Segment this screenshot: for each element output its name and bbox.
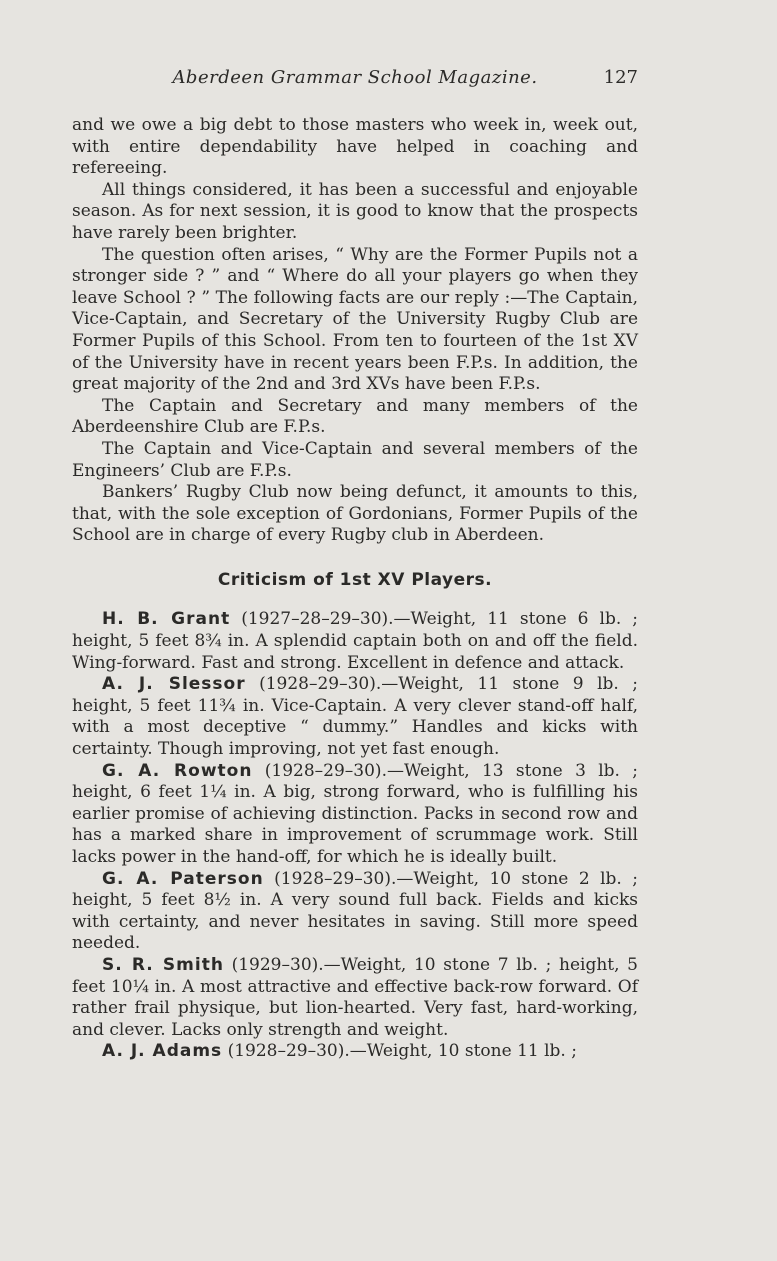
player-name: S. R. Smith (102, 954, 224, 975)
player-name: H. B. Grant (102, 609, 231, 630)
paragraph: All things considered, it has been a successful and enjoyable season. As for next session, it is good to know that the prospects have rarely been brighter. (72, 179, 638, 243)
paragraph: The Captain and Secretary and many members of the Aberdeenshire Club are F.P.s. (72, 395, 638, 438)
player-name: A. J. Adams (102, 1041, 223, 1062)
paragraph: Bankers’ Rugby Club now being defunct, it amounts to this, that, with the sole exception of Gordonians, Former Pupils of the School are in charge of every Rugby club in Aberdeen. (72, 482, 638, 546)
player-description: (1928–29–30).—Weight, 10 stone 11 lb. ; (222, 1041, 577, 1062)
player-name: G. A. Paterson (102, 868, 264, 889)
player-entry (72, 761, 638, 869)
magazine-title: Aberdeen Grammar School Magazine. (172, 67, 538, 88)
player-name: G. A. Rowton (102, 760, 253, 781)
page-number: 127 (603, 67, 638, 88)
paragraph: The Captain and Vice-Captain and several members of the Engineers’ Club are F.P.s. (72, 438, 638, 481)
running-header (72, 67, 638, 97)
paragraph: and we owe a big debt to those masters who week in, week out, with entire dependability have helped in coaching and refereeing. (72, 115, 638, 179)
article-body (72, 115, 638, 1063)
player-entry (72, 955, 638, 1041)
section-heading: Criticism of 1st XV Players. (217, 569, 493, 590)
player-entry (72, 674, 638, 760)
paragraph: The question often arises, “ Why are the Former Pupils not a stronger side ? ” and “ Where do all your players go when they leave School ? ” The following facts are our reply :—The Captain, Vice-Captain, and Secretary of the University Rugby Club are Former Pupils of this School. From ten to fourteen of the 1st XV of the University have in recent years been F.P.s. In addition, the great majority of the 2nd and 3rd XVs have been F.P.s. (72, 244, 638, 395)
player-entry (72, 869, 638, 955)
player-description: (1928–29–30).—Weight, 11 stone 9 lb. ; height, 5 feet 11¾ in. Vice-Captain. A very clever stand-off half, with a most deceptive “ dummy.” Handles and kicks with certainty. Though improving, not yet fast enough. (72, 674, 639, 760)
player-name: A. J. Slessor (102, 674, 246, 695)
player-description: (1927–28–29–30).—Weight, 11 stone 6 lb. ; height, 5 feet 8¾ in. A splendid captain both on and off the field. Wing-forward. Fast and strong. Excellent in defence and attack. (72, 609, 638, 673)
player-description: (1928–29–30).—Weight, 10 stone 2 lb. ; height, 5 feet 8½ in. A very sound full back. Fields and kicks with certainty, and never hesitates in saving. Still more speed needed. (72, 868, 638, 954)
player-description: (1929–30).—Weight, 10 stone 7 lb. ; height, 5 feet 10¼ in. A most attractive and effective back-row forward. Of rather frail physique, but lion-hearted. Very fast, hard-working, and clever. Lacks only strength and weight. (72, 954, 638, 1040)
player-description: (1928–29–30).—Weight, 13 stone 3 lb. ; height, 6 feet 1¼ in. A big, strong forward, who is fulfilling his earlier promise of achieving distinction. Packs in second row and has a marked share in improvement of scrummage work. Still lacks power in the hand-off, for which he is ideally built. (72, 760, 639, 867)
player-entry (72, 609, 638, 674)
player-entry (72, 1041, 638, 1063)
